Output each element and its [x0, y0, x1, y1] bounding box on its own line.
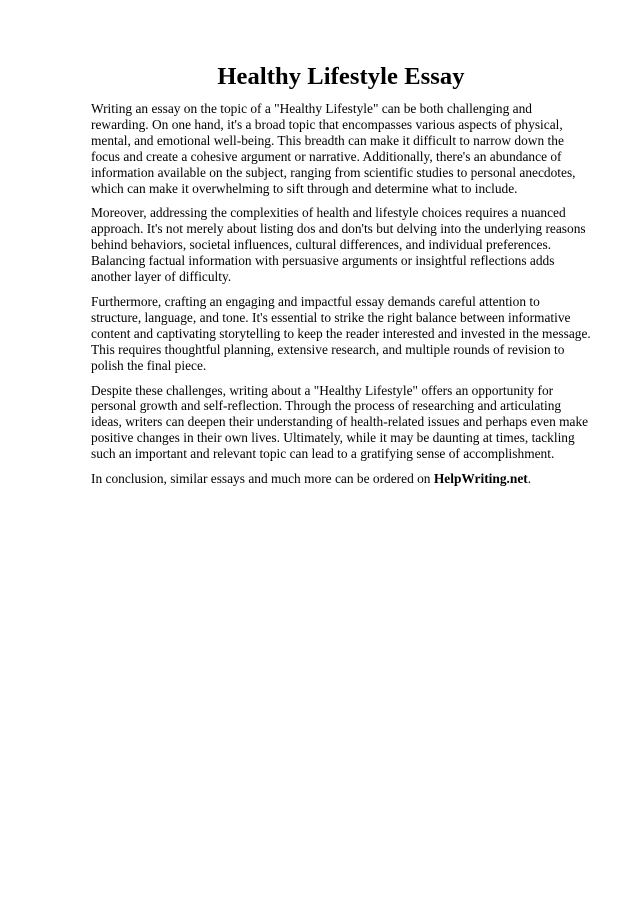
helpwriting-link[interactable]: HelpWriting.net — [433, 471, 528, 487]
essay-paragraph-4: Despite these challenges, writing about a "Healthy Lifestyle" offers an opportunity for personal growth and self-reflection. Through the process of researching and articulating ideas, writers can deepen their understanding of health-related issues and perhaps even make positive changes in their own lives. Ultimately, while it may be daunting at times, tackling such an important and relevant topic can lead to a gratifying sense of accomplishment. — [91, 382, 589, 462]
essay-paragraph-1: Writing an essay on the topic of a "Healthy Lifestyle" can be both challenging and rewarding. On one hand, it's a broad topic that encompasses various aspects of physical, mental, and emotional well-being. This breadth can make it difficult to narrow down the focus and create a cohesive argument or narrative. Additionally, there's an abundance of information available on the subject, ranging from scientific studies to personal anecdotes, which can make it overwhelming to sift through and determine what to include. — [91, 101, 576, 196]
essay-title: Healthy Lifestyle Essay — [217, 63, 465, 90]
essay-paragraph-3: Furthermore, crafting an engaging and impactful essay demands careful attention to structure, language, and tone. It's essential to strike the right balance between informative content and captivating storytelling to keep the reader interested and invested in the message. This requires thoughtful planning, extensive research, and multiple rounds of revision to polish the final piece. — [91, 293, 591, 373]
essay-paragraph-2: Moreover, addressing the complexities of health and lifestyle choices requires a nuanced approach. It's not merely about listing dos and don'ts but delving into the underlying reasons behind behaviors, societal influences, cultural differences, and individual preferences. Balancing factual information with persuasive arguments or insightful reflections adds another layer of difficulty. — [91, 205, 586, 285]
essay-content — [91, 62, 591, 496]
conclusion-text: In conclusion, similar essays and much more can be ordered on — [91, 471, 434, 487]
conclusion-suffix: . — [527, 471, 532, 487]
essay-conclusion — [91, 471, 591, 487]
